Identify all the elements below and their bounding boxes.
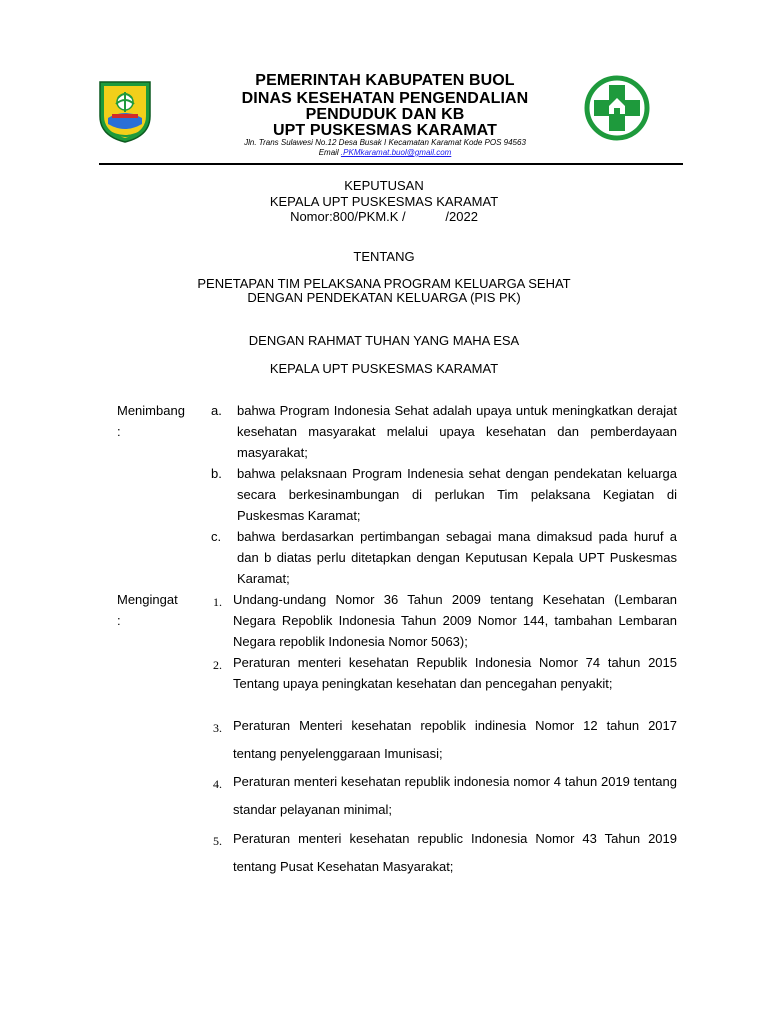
email-label: Email — [318, 148, 341, 157]
mengingat-marker-4: 4. — [213, 777, 222, 791]
mengingat-marker-1: 1. — [213, 595, 222, 609]
decree-title: KEPUTUSAN — [344, 178, 424, 193]
mengingat-item-3: Peraturan Menteri kesehatan repoblik indinesia Nomor 12 tahun 2017 tentang penyelenggaraan Imunisasi; — [233, 718, 677, 761]
subject-label: TENTANG — [353, 249, 415, 264]
kabupaten-buol-emblem-icon — [92, 78, 158, 144]
mengingat-marker-5: 5. — [213, 834, 222, 848]
preamble-authority: KEPALA UPT PUSKESMAS KARAMAT — [269, 361, 499, 376]
menimbang-colon: : — [117, 424, 121, 439]
menimbang-label: Menimbang — [117, 403, 185, 418]
mengingat-colon: : — [117, 613, 121, 628]
menimbang-marker-b: b. — [211, 466, 222, 481]
header-agency: DINAS KESEHATAN PENGENDALIAN — [241, 90, 529, 107]
header-agency-cont: PENDUDUK DAN KB — [305, 106, 465, 123]
email-link[interactable]: .PKMkaramat.buol@gmail.com — [340, 148, 452, 157]
header-unit: UPT PUSKESMAS KARAMAT — [272, 122, 498, 139]
mengingat-item-2: Peraturan menteri kesehatan Republik Indonesia Nomor 74 tahun 2015 Tentang upaya peningkatan kesehatan dan pencegahan penyakit; — [233, 655, 677, 691]
subject-line-2: DENGAN PENDEKATAN KELUARGA (PIS PK) — [247, 290, 521, 305]
mengingat-label: Mengingat — [117, 592, 178, 607]
header-email — [160, 148, 610, 158]
menimbang-item-c: bahwa berdasarkan pertimbangan sebagai mana dimaksud pada huruf a dan b diatas perlu ditetapkan dengan Keputusan Kepala UPT Puskesmas Karamat; — [237, 529, 677, 586]
header-government: PEMERINTAH KABUPATEN BUOL — [255, 72, 515, 89]
header-address: Jln. Trans Sulawesi No.12 Desa Busak I Kecamatan Karamat Kode POS 94563 — [244, 138, 526, 147]
letterhead-divider — [99, 163, 683, 165]
mengingat-item-4: Peraturan menteri kesehatan republik indonesia nomor 4 tahun 2019 tentang standar pelayanan minimal; — [233, 774, 677, 817]
decree-issuer: KEPALA UPT PUSKESMAS KARAMAT — [269, 194, 499, 209]
decree-number: Nomor:800/PKM.K / /2022 — [290, 209, 478, 224]
mengingat-marker-3: 3. — [213, 721, 222, 735]
menimbang-item-a: bahwa Program Indonesia Sehat adalah upaya untuk meningkatkan derajat kesehatan masyarakat melalui upaya kesehatan dan pemberdayaan masyarakat; — [237, 403, 677, 460]
preamble-blessing: DENGAN RAHMAT TUHAN YANG MAHA ESA — [248, 333, 520, 348]
mengingat-marker-2: 2. — [213, 658, 222, 672]
mengingat-item-1: Undang-undang Nomor 36 Tahun 2009 tentang Kesehatan (Lembaran Negara Repoblik Indonesia Tahun 2009 Nomor 144, tambahan Lembaran Negara repoblik Indonesia Nomor 5063); — [233, 592, 677, 649]
menimbang-marker-c: c. — [211, 529, 222, 544]
menimbang-item-b: bahwa pelaksnaan Program Indenesia sehat dengan pendekatan keluarga secara berkesinambungan di perlukan Tim pelaksana Kegiatan di Puskesmas Karamat; — [237, 466, 677, 523]
menimbang-marker-a: a. — [211, 403, 222, 418]
puskesmas-cross-logo-icon — [584, 75, 650, 141]
subject-line-1: PENETAPAN TIM PELAKSANA PROGRAM KELUARGA SEHAT — [197, 276, 571, 291]
mengingat-item-5: Peraturan menteri kesehatan republic Indonesia Nomor 43 Tahun 2019 tentang Pusat Kesehatan Masyarakat; — [233, 831, 677, 874]
